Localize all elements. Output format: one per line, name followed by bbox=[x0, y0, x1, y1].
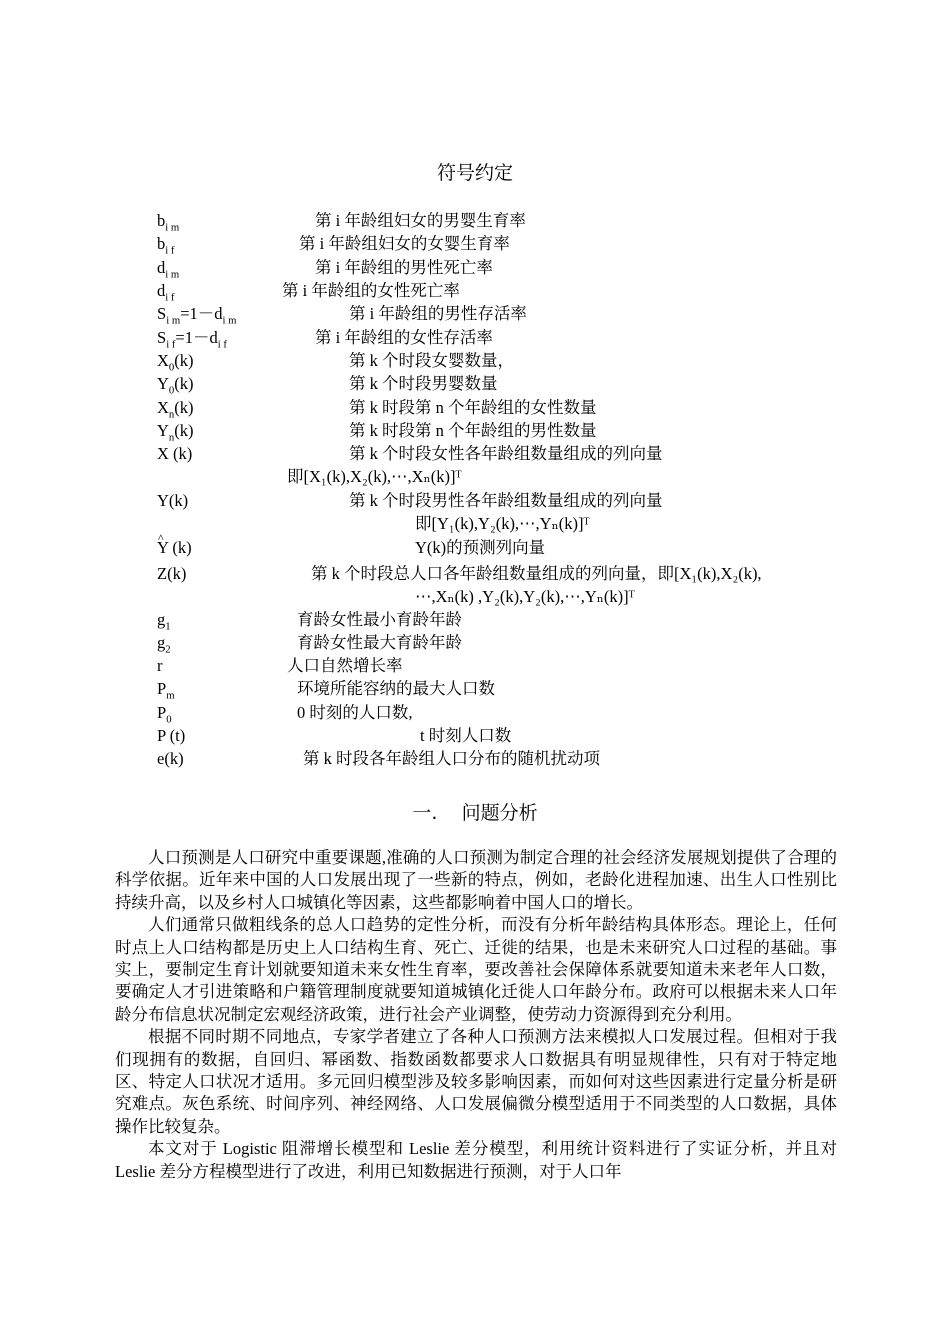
symbol: Z(k) bbox=[157, 564, 187, 583]
symbol: $X_n(k)$ bbox=[157, 398, 194, 421]
symbol-description: t 时刻人口数 bbox=[420, 726, 512, 745]
paragraph: 根据不同时期不同地点，专家学者建立了各种人口预测方法来模拟人口发展过程。但相对于我们现拥有的数据，自回归、幂函数、指数函数都要求人口数据具有明显规律性，只有对于特定地区、特定人口状况才适用。多元回归模型涉及较多影响因素，而如何对这些因素进行定量分析是研究难点。灰色系统、时间序列、神经网络、人口发展偏微分模型适用于不同类型的人口数据，具体操作比较复杂。 bbox=[115, 1027, 837, 1136]
symbol-description: 第 k 个时段女性各年龄组数量组成的列向量 bbox=[349, 444, 663, 463]
symbol: P (t) bbox=[157, 726, 186, 745]
symbols-title: 符号约定 bbox=[436, 162, 513, 184]
symbol-description: 第 k 时段各年龄组人口分布的随机扰动项 bbox=[303, 749, 600, 768]
symbol-description: 0 时刻的人口数, bbox=[297, 703, 413, 722]
symbol: r bbox=[157, 656, 163, 675]
symbol: $g_2$ bbox=[157, 633, 171, 656]
section-heading: 一. 问题分析 bbox=[412, 802, 538, 824]
symbol: $S_{i f}=1-d_{i f}$ bbox=[157, 328, 227, 351]
symbol: $P_m$ bbox=[157, 679, 175, 702]
section-body bbox=[115, 847, 837, 1183]
symbol-description: 环境所能容纳的最大人口数 bbox=[297, 679, 495, 698]
symbol: $b_{i f}$ bbox=[157, 234, 175, 257]
paragraph: 人们通常只做粗线条的总人口趋势的定性分析，而没有分析年龄结构具体形态。理论上，任何时点上人口结构都是历史上人口结构生育、死亡、迁徙的结果，也是未来研究人口过程的基础。事实上，要制定生育计划就要知道未来女性生育率，要改善社会保障体系就要知道未来老年人口数，要确定人才引进策略和户籍管理制度就要知道城镇化迁徙人口年龄分布。政府可以根据未来人口年龄分布信息状况制定宏观经济政策，进行社会产业调整，使劳动力资源得到充分利用。 bbox=[115, 915, 837, 1024]
symbol-description-continuation: ⋯,Xₙ(k) ,Y₂(k),Y₂(k),⋯,Yₙ(k)]ᵀ bbox=[415, 587, 635, 606]
symbol: e(k) bbox=[157, 749, 184, 768]
symbol-description: 第 k 个时段男性各年龄组数量组成的列向量 bbox=[349, 491, 663, 510]
symbol-description: 第 k 个时段女婴数量， bbox=[349, 351, 514, 370]
symbol-description: 人口自然增长率 bbox=[287, 656, 403, 675]
symbol-description: 第 k 个时段总人口各年龄组数量组成的列向量，即[X₁(k),X₂(k), bbox=[311, 564, 762, 583]
symbol-description: 第 i 年龄组的女性存活率 bbox=[315, 328, 493, 347]
symbol: $b_{i m}$ bbox=[157, 211, 180, 234]
symbol: ^ Y (k) bbox=[157, 536, 192, 559]
paragraph: 人口预测是人口研究中重要课题,准确的人口预测为制定合理的社会经济发展规划提供了合理的科学依据。近年来中国的人口发展出现了一些新的特点，例如，老龄化进程加速、出生人口性别比持续升高，以及乡村人口城镇化等因素，这些都影响着中国人口的增长。 bbox=[115, 848, 837, 912]
symbol: $d_{i m}$ bbox=[157, 258, 180, 281]
symbol: $X_0(k)$ bbox=[157, 351, 194, 374]
symbol-description: 第 i 年龄组妇女的男婴生育率 bbox=[315, 211, 526, 230]
symbol: $S_{i m}=1-d_{i m}$ bbox=[157, 304, 237, 327]
symbol: $Y_0(k)$ bbox=[157, 374, 194, 397]
symbol-description-continuation: 即[Y₁(k),Y₂(k),⋯,Yₙ(k)]ᵀ bbox=[415, 514, 590, 533]
symbol: $P_0$ bbox=[157, 703, 172, 726]
symbol-description: Y(k)的预测列向量 bbox=[415, 538, 546, 557]
symbol: X (k) bbox=[157, 444, 193, 463]
symbol-description: 第 k 时段第 n 个年龄组的男性数量 bbox=[349, 421, 597, 440]
symbol-description: 育龄女性最小育龄年龄 bbox=[297, 610, 462, 629]
symbol-description: 第 i 年龄组的男性死亡率 bbox=[315, 258, 493, 277]
symbol-description-continuation: 即[X₁(k),X₂(k),⋯,Xₙ(k)]ᵀ bbox=[287, 467, 462, 486]
symbol-description: 育龄女性最大育龄年龄 bbox=[297, 633, 462, 652]
symbol: $d_{i f}$ bbox=[157, 281, 175, 304]
symbol: Y(k) bbox=[157, 491, 189, 510]
symbol: $Y_n(k)$ bbox=[157, 421, 194, 444]
symbol-description: 第 i 年龄组妇女的女婴生育率 bbox=[299, 234, 510, 253]
symbol-description: 第 i 年龄组的男性存活率 bbox=[349, 304, 527, 323]
symbol-description: 第 k 时段第 n 个年龄组的女性数量 bbox=[349, 398, 597, 417]
paragraph: 本文对于 Logistic 阻滞增长模型和 Leslie 差分模型，利用统计资料进行了实证分析，并且对 Leslie 差分方程模型进行了改进，利用已知数据进行预测，对于人口年 bbox=[115, 1139, 837, 1181]
symbol-description: 第 i 年龄组的女性死亡率 bbox=[282, 281, 460, 300]
symbol-description: 第 k 个时段男婴数量 bbox=[349, 374, 498, 393]
symbol: $g_1$ bbox=[157, 610, 171, 633]
